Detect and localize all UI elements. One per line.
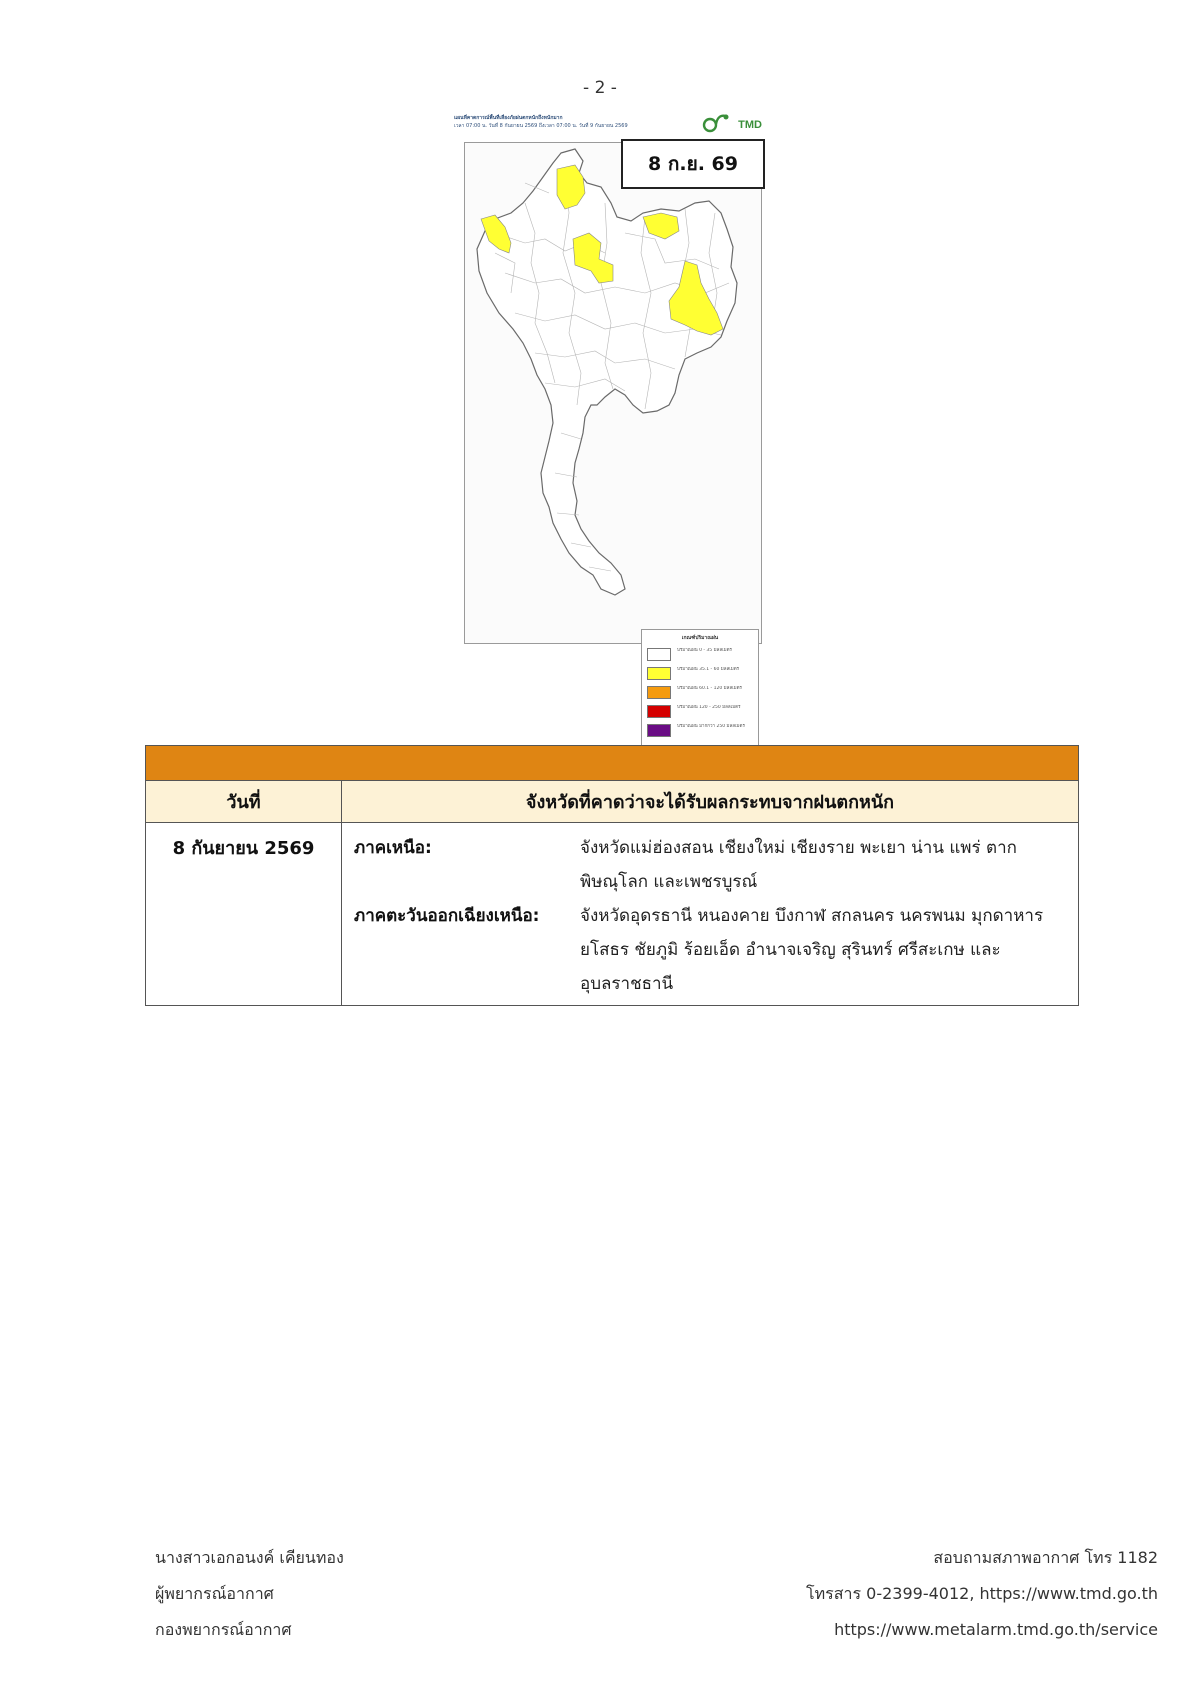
legend-title: เกณฑ์ปริมาณฝน [681, 635, 719, 641]
thailand-outline [477, 149, 737, 595]
legend-item [647, 704, 753, 718]
map-date-label: 8 ก.ย. 69 [621, 139, 765, 189]
header-provinces: จังหวัดที่คาดว่าจะได้รับผลกระทบจากฝนตกหนัก [342, 781, 1079, 823]
header-date: วันที่ [146, 781, 342, 823]
table-banner [146, 746, 1079, 781]
region-name: ภาคตะวันออกเฉียงเหนือ: [354, 906, 540, 926]
forecaster-title: ผู้พยากรณ์อากาศ [155, 1584, 274, 1603]
date-cell: 8 กันยายน 2569 [146, 823, 342, 1006]
map-subtitle: เวลา 07:00 น. วันที่ 8 กันยายน 2569 ถึงเวลา 07:00 น. วันที่ 9 กันยายน 2569 [454, 123, 628, 129]
legend-swatch [647, 648, 671, 661]
region-name: ภาคเหนือ: [354, 838, 432, 858]
legend-swatch [647, 667, 671, 680]
region-northeast [354, 899, 1068, 1001]
page-number: - 2 - [583, 78, 617, 98]
regions-cell [342, 823, 1079, 1006]
map-legend [641, 629, 759, 749]
logo-text: TMD [738, 119, 762, 131]
legend-item [647, 685, 753, 699]
table-banner-cell [146, 746, 1079, 781]
forecaster-division: กองพยากรณ์อากาศ [155, 1620, 292, 1639]
tmd-logo-icon [700, 112, 734, 134]
legend-swatch [647, 686, 671, 699]
tmd-logo [700, 112, 764, 134]
contact-metalarm-link[interactable]: https://www.metalarm.tmd.go.th/service [834, 1620, 1158, 1639]
legend-swatch [647, 705, 671, 718]
legend-label: ปริมาณฝน 0 - 35 มิลลิเมตร [677, 648, 732, 653]
legend-swatch [647, 724, 671, 737]
region-provinces: จังหวัดแม่ฮ่องสอน เชียงใหม่ เชียงราย พะเยา น่าน แพร่ ตาก พิษณุโลก และเพชรบูรณ์ [580, 838, 1017, 892]
legend-label: ปริมาณฝน 60.1 - 120 มิลลิเมตร [677, 686, 742, 691]
region-provinces: จังหวัดอุดรธานี หนองคาย บึงกาฬ สกลนคร นครพนม มุกดาหาร ยโสธร ชัยภูมิ ร้อยเอ็ด อำนาจเจริญ สุรินทร์ ศรีสะเกษ และอุบลราชธานี [580, 906, 1044, 994]
legend-item [647, 723, 753, 737]
affected-provinces-table [145, 745, 1079, 1006]
region-north [354, 831, 1068, 899]
table-header-row [146, 781, 1079, 823]
thailand-map [465, 143, 761, 643]
legend-item [647, 647, 753, 661]
forecaster-name: นางสาวเอกอนงค์ เคียนทอง [155, 1548, 344, 1567]
legend-label: ปริมาณฝน 35.1 - 60 มิลลิเมตร [677, 667, 740, 672]
contact-fax-website: โทรสาร 0-2399-4012, https://www.tmd.go.th [806, 1584, 1158, 1603]
legend-item [647, 666, 753, 680]
contact-phone: สอบถามสภาพอากาศ โทร 1182 [933, 1548, 1158, 1567]
legend-label: ปริมาณฝน 120 - 250 มิลลิเมตร [677, 705, 741, 710]
map-frame [464, 142, 762, 729]
table-row [146, 823, 1079, 1006]
rain-risk-map [452, 112, 764, 729]
footer-contact [806, 1540, 1158, 1648]
footer-signature [155, 1540, 344, 1648]
legend-label: ปริมาณฝน มากกว่า 250 มิลลิเมตร [677, 724, 745, 729]
map-title: แผนที่คาดการณ์พื้นที่เสี่ยงภัยฝนตกหนักถึงหนักมาก [454, 115, 563, 121]
